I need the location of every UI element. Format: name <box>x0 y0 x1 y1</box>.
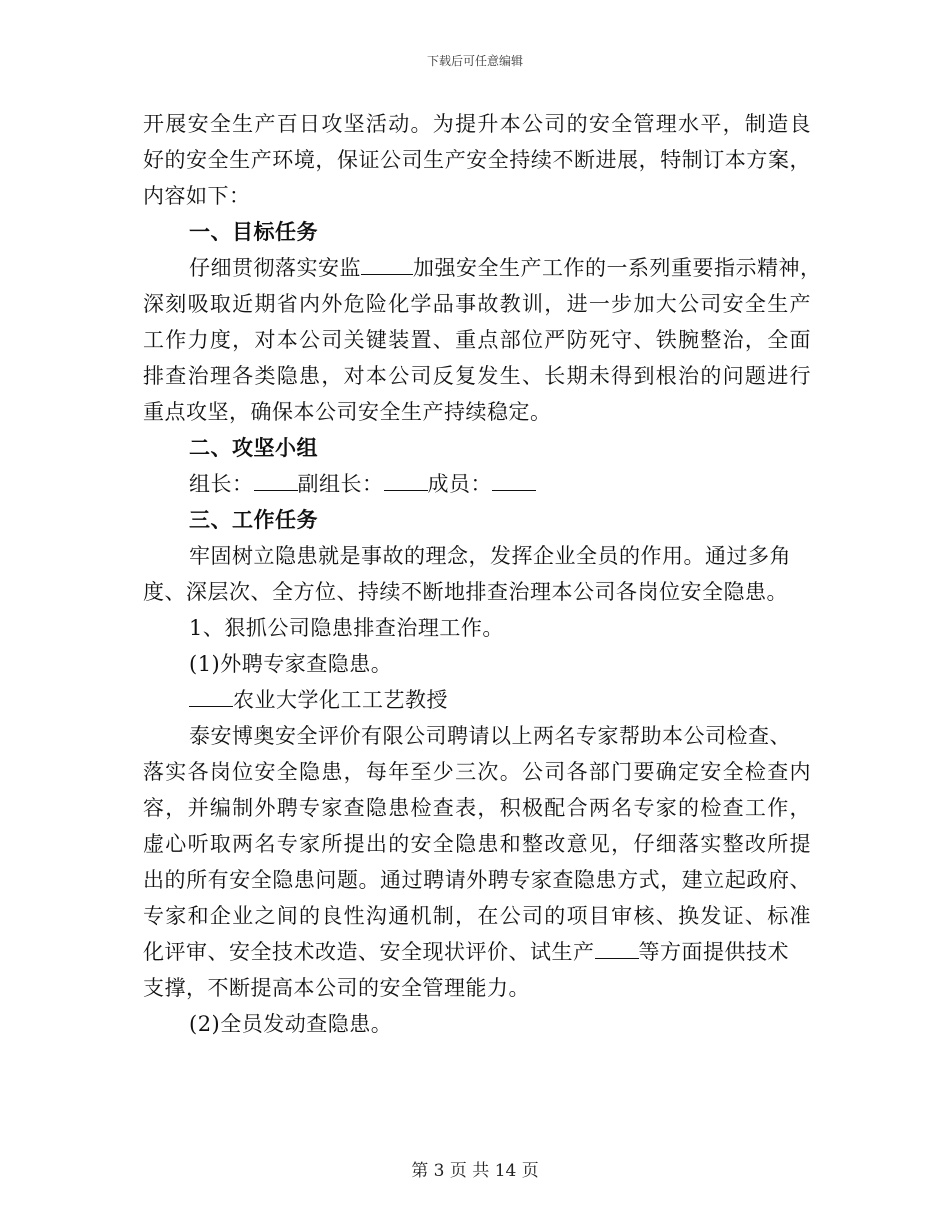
fill-in-blank <box>254 470 298 491</box>
paragraph-line: 出的所有安全隐患问题。通过聘请外聘专家查隐患方式，建立起政府、 <box>143 868 811 892</box>
paragraph-line: 深刻吸取近期省内外危险化学品事故教训，进一步加大公司安全生产 <box>143 292 811 316</box>
text-segment: 等方面提供技术 <box>638 940 789 964</box>
fill-in-blank <box>189 686 233 707</box>
paragraph-line: 好的安全生产环境，保证公司生产安全持续不断进展，特制订本方案， <box>143 148 811 172</box>
deputy-leader-label: 副组长： <box>297 472 384 496</box>
sub-list-item: (2)全员发动查隐患。 <box>189 1012 393 1036</box>
paragraph-line: 容，并编制外聘专家查隐患检查表，积极配合两名专家的检查工作， <box>143 796 811 820</box>
paragraph-line: 专家和企业之间的良性沟通机制，在公司的项目审核、换发证、标准 <box>143 904 811 928</box>
paragraph-line <box>143 250 822 286</box>
section-heading-tasks: 三、工作任务 <box>189 507 318 532</box>
text-segment: 加强安全生产工作的一系列重要指示精神， <box>413 256 822 280</box>
paragraph-line: 度、深层次、全方位、持续不断地排查治理本公司各岗位安全隐患。 <box>143 580 788 604</box>
leader-label: 组长： <box>189 472 254 496</box>
document-body <box>143 106 822 1042</box>
paragraph-line: 牢固树立隐患就是事故的理念，发挥企业全员的作用。通过多角 <box>189 544 791 568</box>
paragraph-line: 落实各岗位安全隐患，每年至少三次。公司各部门要确定安全检查内 <box>143 760 811 784</box>
text-segment: 仔细贯彻落实安监 <box>189 256 361 280</box>
paragraph-line: 虚心听取两名专家所提出的安全隐患和整改意见，仔细落实整改所提 <box>143 832 811 856</box>
team-roster-line <box>143 466 811 502</box>
text-segment: 化评审、安全技术改造、安全现状评价、试生产 <box>143 940 595 964</box>
section-heading-team: 二、攻坚小组 <box>189 435 318 460</box>
page-header: 下载后可任意编辑 <box>426 54 523 68</box>
page-number: 第 3 页 共 14 页 <box>411 1161 539 1181</box>
fill-in-blank <box>492 470 536 491</box>
paragraph-line: 开展安全生产百日攻坚活动。为提升本公司的安全管理水平，制造良 <box>143 112 811 136</box>
paragraph-line: 重点攻坚，确保本公司安全生产持续稳定。 <box>143 400 552 424</box>
paragraph-line: 工作力度，对本公司关键装置、重点部位严防死守、铁腕整治，全面 <box>143 328 811 352</box>
paragraph-line: 泰安博奥安全评价有限公司聘请以上两名专家帮助本公司检查、 <box>189 724 791 748</box>
section-heading-goals: 一、目标任务 <box>189 219 318 244</box>
sub-list-item: (1)外聘专家查隐患。 <box>189 652 393 676</box>
paragraph-line: 内容如下： <box>143 184 251 208</box>
paragraph-line <box>143 934 811 970</box>
fill-in-blank <box>595 938 639 959</box>
fill-in-blank <box>384 470 428 491</box>
paragraph-line <box>143 682 811 718</box>
paragraph-line: 排查治理各类隐患，对本公司反复发生、长期未得到根治的问题进行 <box>143 364 811 388</box>
fill-in-blank <box>361 254 413 275</box>
list-item: 1、狠抓公司隐患排查治理工作。 <box>189 616 504 640</box>
members-label: 成员： <box>427 472 492 496</box>
text-segment: 农业大学化工工艺教授 <box>233 688 448 712</box>
paragraph-line: 支撑，不断提高本公司的安全管理能力。 <box>143 976 530 1000</box>
